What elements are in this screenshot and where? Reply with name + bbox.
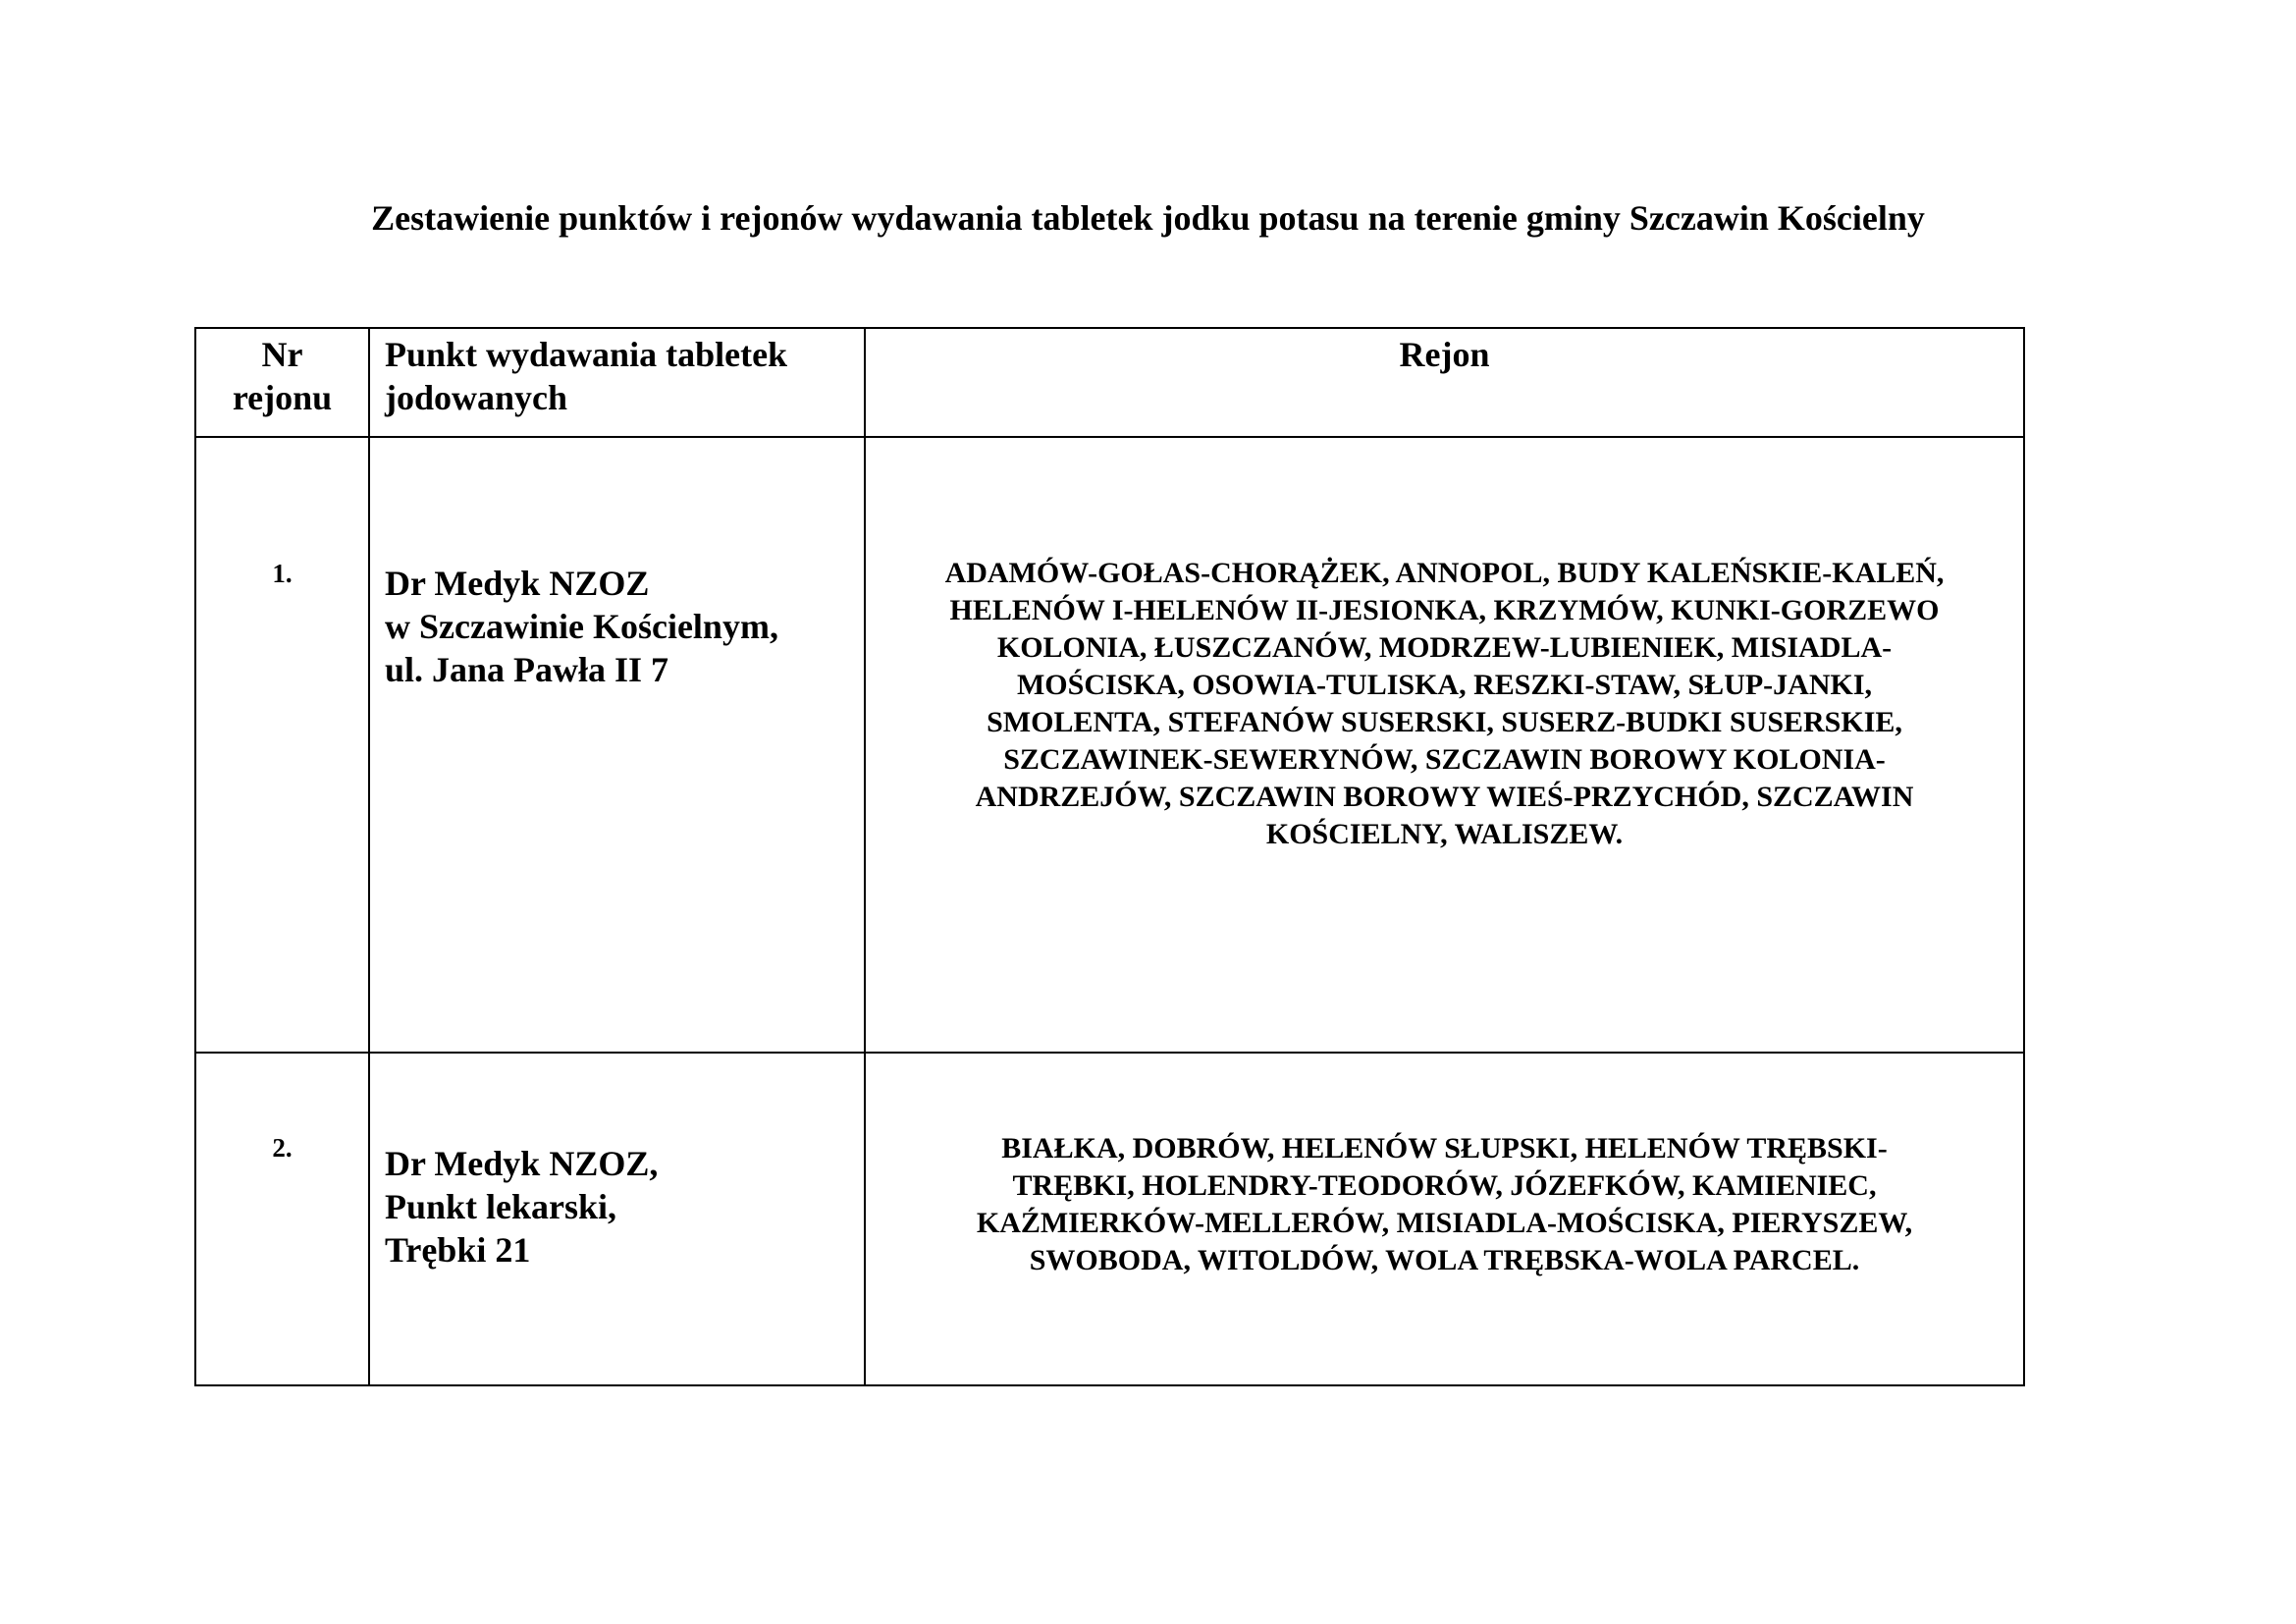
- rejon-line: HELENÓW I-HELENÓW II-JESIONKA, KRZYMÓW, KUNKI-GORZEWO: [949, 594, 1940, 626]
- point-line: ul. Jana Pawła II 7: [385, 650, 669, 689]
- header-nr-line1: Nr: [261, 335, 303, 374]
- rejon-line: ANDRZEJÓW, SZCZAWIN BOROWY WIEŚ-PRZYCHÓD, SZCZAWIN: [975, 781, 1914, 813]
- rejon-line: KAŹMIERKÓW-MELLERÓW, MISIADLA-MOŚCISKA, PIERYSZEW,: [976, 1207, 1913, 1239]
- region-villages: [865, 1053, 2024, 1385]
- regions-table: [194, 327, 2025, 1386]
- header-rejon: Rejon: [865, 328, 2024, 437]
- row-number: 2.: [195, 1053, 369, 1385]
- point-line: Dr Medyk NZOZ: [385, 564, 650, 603]
- rejon-line: MOŚCISKA, OSOWIA-TULISKA, RESZKI-STAW, SŁUP-JANKI,: [1016, 669, 1873, 701]
- header-punkt-wydawania: [369, 328, 865, 437]
- header-nr-rejonu: [195, 328, 369, 437]
- point-line: Punkt lekarski,: [385, 1187, 617, 1226]
- rejon-line: SWOBODA, WITOLDÓW, WOLA TRĘBSKA-WOLA PARCEL.: [1029, 1244, 1860, 1276]
- header-point-line1: Punkt wydawania tabletek: [385, 335, 788, 374]
- rejon-line: BIAŁKA, DOBRÓW, HELENÓW SŁUPSKI, HELENÓW TRĘBSKI-: [1001, 1132, 1888, 1164]
- distribution-point: [369, 437, 865, 1053]
- row-number: 1.: [195, 437, 369, 1053]
- rejon-line: SMOLENTA, STEFANÓW SUSERSKI, SUSERZ-BUDKI SUSERSKIE,: [987, 706, 1902, 738]
- header-point-line2: jodowanych: [385, 378, 568, 417]
- rejon-line: SZCZAWINEK-SEWERYNÓW, SZCZAWIN BOROWY KOLONIA-: [1003, 743, 1886, 776]
- point-line: Trębki 21: [385, 1230, 531, 1270]
- table-header-row: [195, 328, 2024, 437]
- region-villages: [865, 437, 2024, 1053]
- page-title: Zestawienie punktów i rejonów wydawania tabletek jodku potasu na terenie gminy Szczawin Kościelny: [371, 198, 1925, 238]
- table-row: [195, 1053, 2024, 1385]
- table-row: [195, 437, 2024, 1053]
- rejon-line: KOŚCIELNY, WALISZEW.: [1265, 818, 1624, 850]
- point-line: w Szczawinie Kościelnym,: [385, 607, 778, 646]
- rejon-line: ADAMÓW-GOŁAS-CHORĄŻEK, ANNOPOL, BUDY KALEŃSKIE-KALEŃ,: [944, 557, 1945, 589]
- rejon-line: KOLONIA, ŁUSZCZANÓW, MODRZEW-LUBIENIEK, MISIADLA-: [996, 631, 1893, 664]
- point-line: Dr Medyk NZOZ,: [385, 1144, 659, 1183]
- distribution-point: [369, 1053, 865, 1385]
- rejon-line: TRĘBKI, HOLENDRY-TEODORÓW, JÓZEFKÓW, KAMIENIEC,: [1012, 1169, 1877, 1202]
- header-nr-line2: rejonu: [232, 378, 333, 417]
